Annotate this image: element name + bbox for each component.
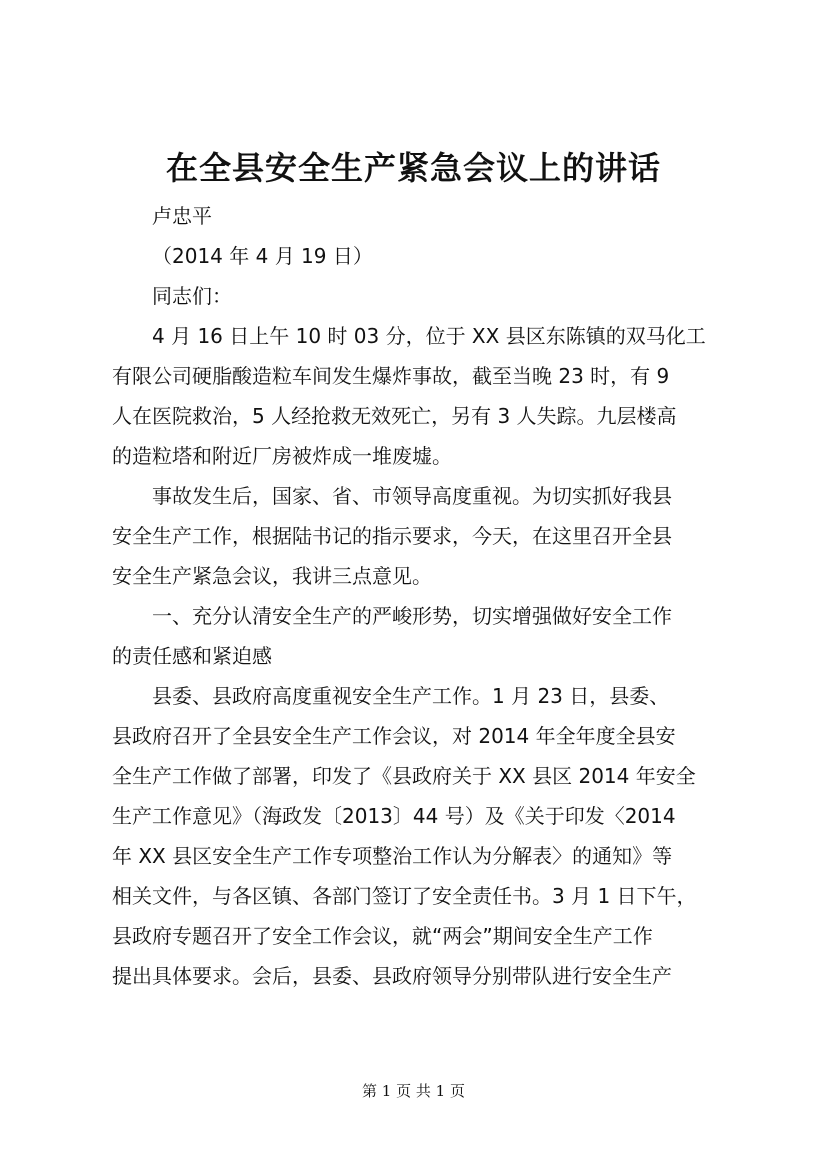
paragraph-line: 相关文件，与各区镇、各部门签订了安全责任书。3 月 1 日下午，	[112, 884, 697, 908]
paragraph-line: 县委、县政府高度重视安全生产工作。1 月 23 日，县委、	[152, 684, 670, 708]
paragraph-line: 安全生产工作，根据陆书记的指示要求，今天，在这里召开全县	[112, 524, 672, 548]
heading-line: 一、充分认清安全生产的严峻形势，切实增强做好安全工作	[152, 604, 672, 628]
paragraph-line: 有限公司硬脂酸造粒车间发生爆炸事故，截至当晚 23 时，有 9	[112, 364, 670, 388]
section-heading-1	[112, 596, 724, 676]
paragraph-3	[112, 676, 724, 996]
heading-line: 的责任感和紧迫感	[112, 644, 272, 668]
salutation-line: 同志们：	[152, 284, 232, 308]
paragraph-line: 4 月 16 日上午 10 时 03 分，位于 XX 县区东陈镇的双马化工	[152, 324, 706, 348]
paragraph-line: 生产工作意见》（海政发〔2013〕44 号）及《关于印发〈2014	[112, 804, 676, 828]
paragraph-line: 县政府专题召开了安全工作会议，就“两会”期间安全生产工作	[112, 924, 653, 948]
page-footer: 第 1 页 共 1 页	[362, 1082, 465, 1100]
paragraph-line: 年 XX 县区安全生产工作专项整治工作认为分解表〉的通知》等	[112, 844, 673, 868]
paragraph-line: 提出具体要求。会后，县委、县政府领导分别带队进行安全生产	[112, 964, 672, 988]
paragraph-1	[112, 316, 724, 476]
document-body	[112, 196, 724, 996]
paragraph-line: 全生产工作做了部署，印发了《县政府关于 XX 县区 2014 年安全	[112, 764, 696, 788]
paragraph-line: 县政府召开了全县安全生产工作会议，对 2014 年全年度全县安	[112, 724, 676, 748]
date-line: （2014 年 4 月 19 日）	[152, 244, 373, 268]
document-title: 在全县安全生产紧急会议上的讲话	[165, 149, 661, 187]
paragraph-2	[112, 476, 724, 596]
author-line: 卢忠平	[152, 204, 212, 228]
paragraph-line: 安全生产紧急会议，我讲三点意见。	[112, 564, 432, 588]
paragraph-line: 事故发生后，国家、省、市领导高度重视。为切实抓好我县	[152, 484, 672, 508]
paragraph-line: 人在医院救治，5 人经抢救无效死亡，另有 3 人失踪。九层楼高	[112, 404, 677, 428]
paragraph-line: 的造粒塔和附近厂房被炸成一堆废墟。	[112, 444, 452, 468]
